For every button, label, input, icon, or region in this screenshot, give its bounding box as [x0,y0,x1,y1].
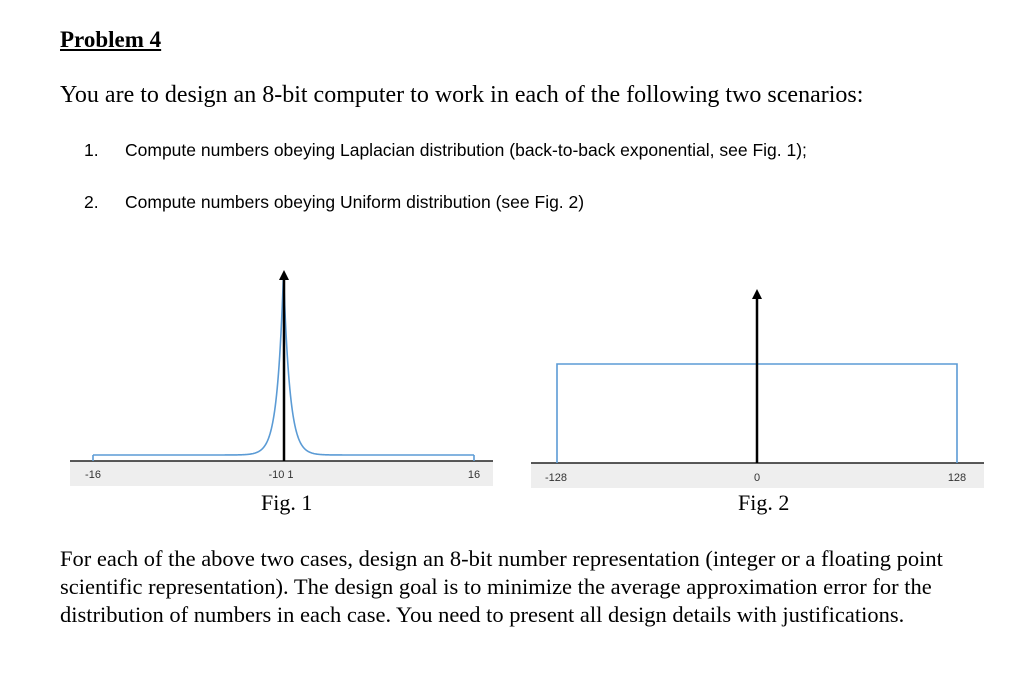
fig2-arrowhead-icon [752,289,762,299]
fig1-tick-label: -16 [85,469,101,481]
fig1-chart [70,270,493,486]
list-item-number: 2. [84,192,99,212]
fig1-tick-label: 16 [467,469,481,481]
fig1-arrowhead-icon [279,270,289,280]
fig1-tick-label: -10 1 [268,469,294,481]
fig2-caption: Fig. 2 [738,490,790,515]
fig1-caption: Fig. 1 [261,490,313,515]
fig2-tick-label: 0 [753,472,761,484]
list-item-text: Compute numbers obeying Laplacian distribution (back-to-back exponential, see Fig. 1); [125,140,807,160]
fig2-tick-label: -128 [544,472,568,484]
list-item-text: Compute numbers obeying Uniform distribution (see Fig. 2) [125,192,585,212]
fig2-tick-label: 128 [947,472,967,484]
problem-title: Problem 4 [60,27,162,52]
fig2-chart [531,289,984,488]
problem-intro: You are to design an 8-bit computer to work in each of the following two scenarios: [60,82,864,108]
closing-paragraph: For each of the above two cases, design an 8-bit number representation (integer or a floating point scientific representation). The design goal is to minimize the average approximation error for the distribution of numbers in each case. You need to present all design details with justifications. [60,546,943,627]
list-item-number: 1. [84,140,99,160]
